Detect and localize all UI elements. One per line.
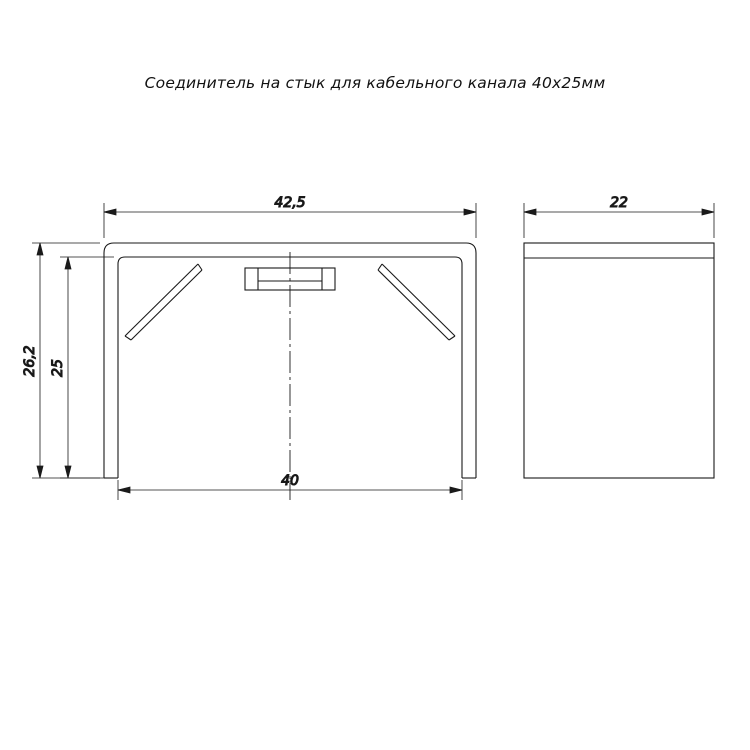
page-title: Соединитель на стык для кабельного канала 40х25мм — [144, 74, 606, 92]
side-view-outline — [524, 243, 714, 478]
dimension-height-outer — [32, 243, 100, 478]
dimension-label-22: 22 — [610, 195, 628, 211]
dimension-label-25: 25 — [50, 359, 66, 377]
dimension-height-inner — [60, 257, 114, 478]
dimension-label-26-2: 26,2 — [22, 345, 38, 377]
dimension-label-40: 40 — [281, 473, 299, 489]
dimension-label-42-5: 42,5 — [274, 195, 306, 211]
